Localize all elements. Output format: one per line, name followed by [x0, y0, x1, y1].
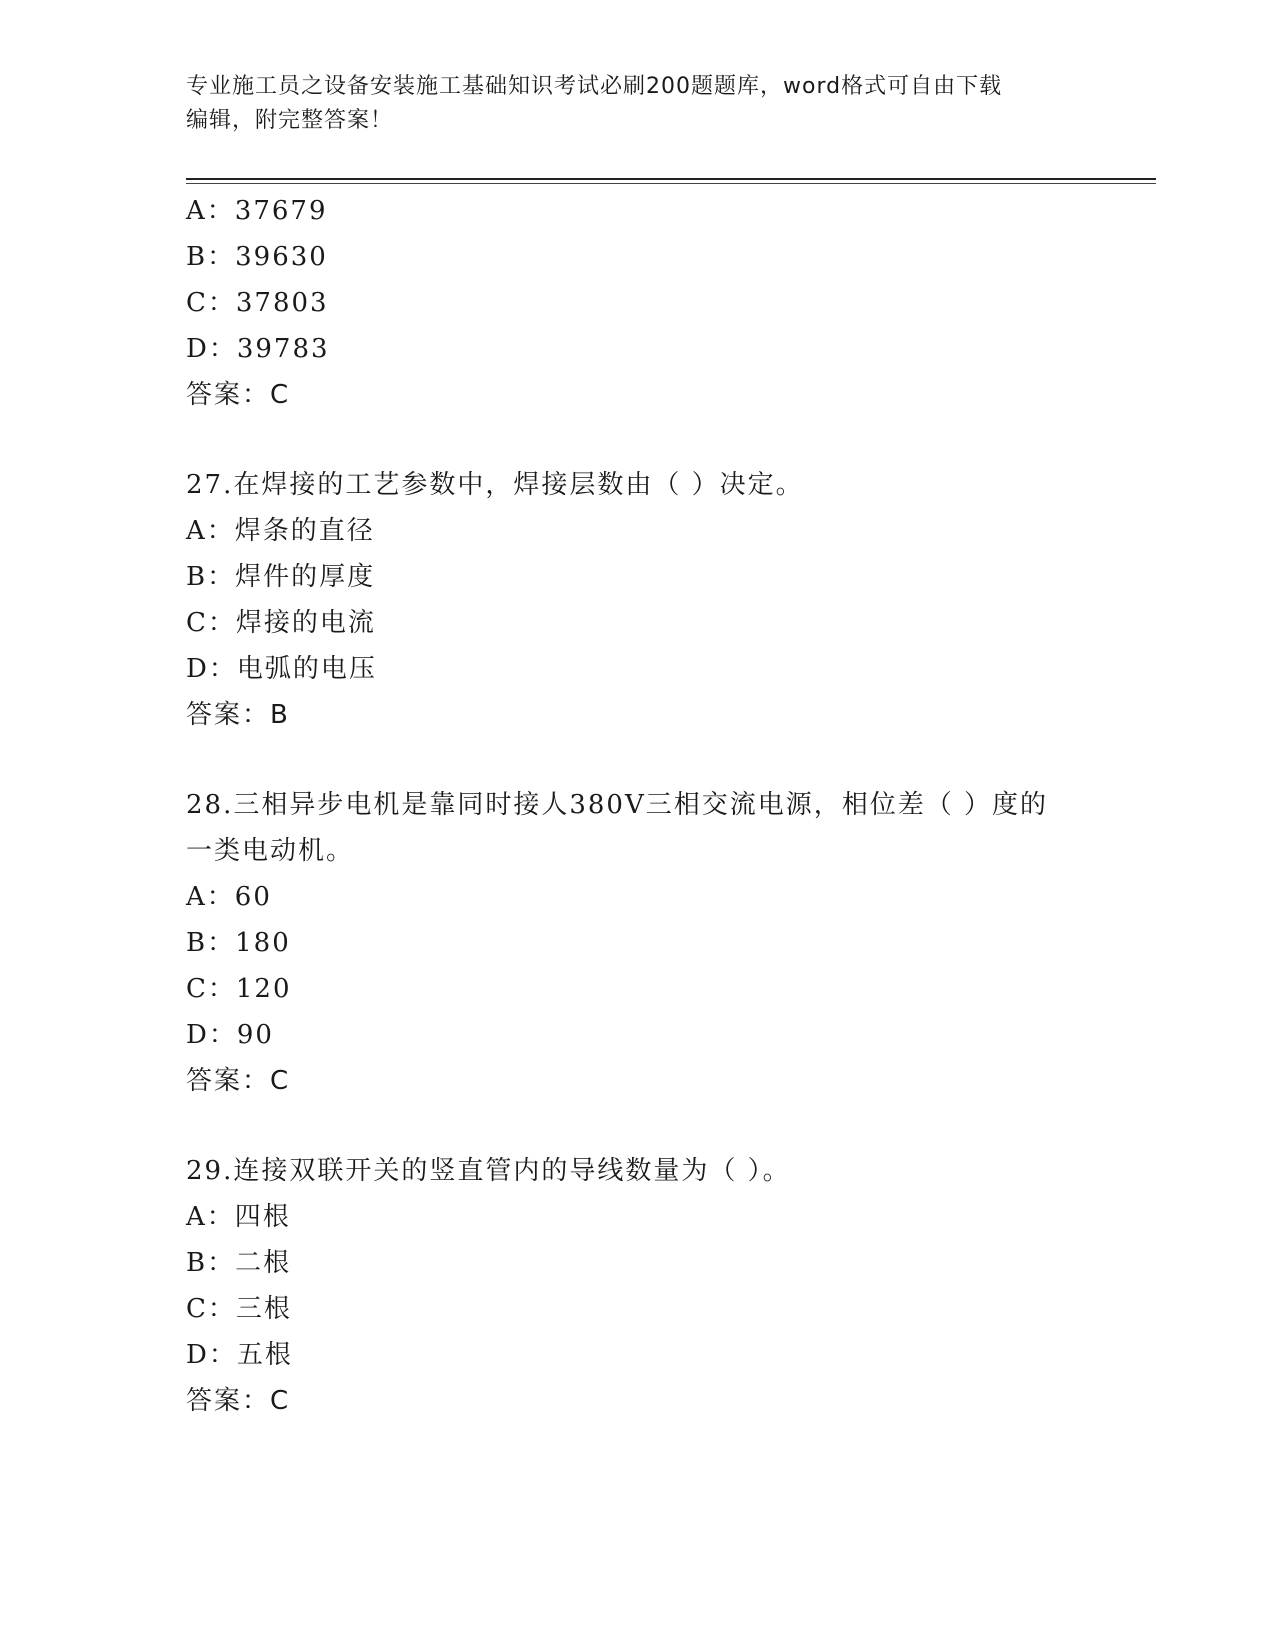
- question-block-26: [186, 188, 1086, 418]
- header-title-line1: 专业施工员之设备安装施工基础知识考试必刷200题题库，word格式可自由下载: [186, 74, 1003, 99]
- header-divider-thick: [186, 178, 1156, 180]
- document-header: [186, 70, 1086, 138]
- option-b: B：39630: [186, 242, 328, 272]
- option-b: B：180: [186, 928, 291, 958]
- option-c: C：120: [186, 974, 292, 1004]
- header-title-line2: 编辑，附完整答案！: [186, 108, 394, 133]
- answer-text: 答案：C: [186, 380, 291, 410]
- question-text-line2: 一类电动机。: [186, 836, 355, 866]
- option-a: A：60: [186, 882, 272, 912]
- option-d: D：电弧的电压: [186, 654, 377, 684]
- answer-text: 答案：B: [186, 700, 290, 730]
- option-c: C：三根: [186, 1294, 292, 1324]
- option-b: B：焊件的厚度: [186, 562, 376, 592]
- answer-text: 答案：C: [186, 1066, 291, 1096]
- question-text: 29.连接双联开关的竖直管内的导线数量为（ ）。: [186, 1156, 791, 1186]
- option-a: A：四根: [186, 1202, 291, 1232]
- header-divider-thin: [186, 183, 1156, 184]
- answer-text: 答案：C: [186, 1386, 291, 1416]
- option-c: C：焊接的电流: [186, 608, 376, 638]
- option-d: D：五根: [186, 1340, 293, 1370]
- option-c: C：37803: [186, 288, 329, 318]
- question-block-28: [186, 782, 1086, 1104]
- question-text: 27.在焊接的工艺参数中，焊接层数由（ ）决定。: [186, 470, 804, 500]
- option-a: A：焊条的直径: [186, 516, 375, 546]
- question-block-29: [186, 1148, 1086, 1424]
- option-a: A：37679: [186, 196, 328, 226]
- question-list: [186, 188, 1086, 1424]
- option-d: D：39783: [186, 334, 330, 364]
- question-block-27: [186, 462, 1086, 738]
- question-text-line1: 28.三相异步电机是靠同时接人380V三相交流电源，相位差（ ）度的: [186, 790, 1049, 820]
- option-d: D：90: [186, 1020, 274, 1050]
- option-b: B：二根: [186, 1248, 292, 1278]
